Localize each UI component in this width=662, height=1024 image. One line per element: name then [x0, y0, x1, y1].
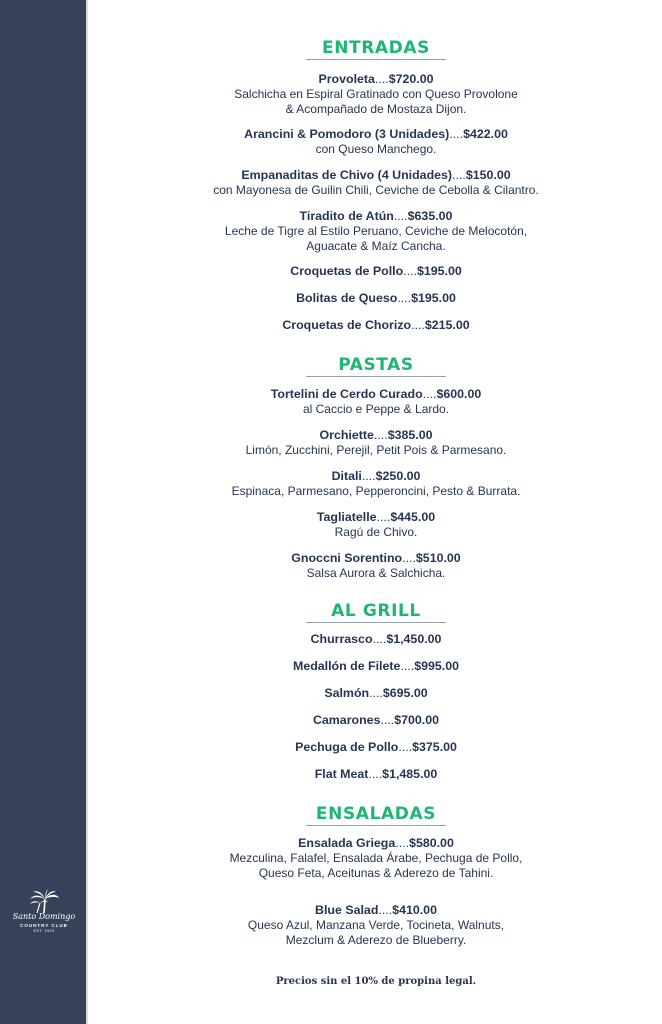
- dish-price: $635.00: [407, 209, 453, 223]
- dish-name: Croquetas de Pollo: [290, 264, 404, 278]
- dish-name: Camarones: [312, 713, 381, 727]
- price-leader: ....: [369, 686, 383, 700]
- dish-name: Ditali: [331, 469, 362, 483]
- dish-description: Mezclum & Aderezo de Blueberry.: [285, 933, 467, 947]
- menu-item-line: [90, 902, 662, 918]
- menu-item: [90, 263, 662, 279]
- dish-price: $215.00: [424, 318, 470, 332]
- menu-item: [90, 126, 662, 157]
- price-leader: ....: [449, 127, 464, 141]
- club-logo: [2, 888, 86, 933]
- menu-item-line: [90, 739, 662, 755]
- menu-item: [90, 509, 662, 540]
- palm-tree-icon: [24, 888, 64, 914]
- dish-price: $195.00: [416, 264, 462, 278]
- menu-item: [90, 739, 662, 755]
- dish-price: $995.00: [414, 659, 459, 673]
- logo-script: Santo Domingo: [12, 912, 76, 921]
- dish-price: $580.00: [409, 836, 454, 850]
- dish-price: $250.00: [375, 469, 421, 483]
- menu-item: [90, 167, 662, 198]
- dish-name: Blue Salad: [315, 903, 379, 917]
- menu-item: [90, 685, 662, 701]
- logo-established: EST. 1920: [33, 929, 55, 933]
- dish-price: $695.00: [382, 686, 428, 700]
- menu-item: [90, 766, 662, 782]
- menu-item: [90, 902, 662, 948]
- dish-price: $410.00: [392, 903, 437, 917]
- section-title: AL GRILL: [331, 601, 421, 621]
- dish-name: Tagliatelle: [316, 510, 377, 524]
- menu-item: [90, 550, 662, 581]
- dish-price: $1,450.00: [386, 632, 442, 646]
- price-leader: ....: [397, 291, 412, 305]
- dish-description: al Caccio e Peppe & Lardo.: [302, 402, 450, 416]
- menu-item-line: [90, 468, 662, 484]
- dish-name: Tiradito de Atún: [299, 209, 394, 223]
- dish-name: Bolitas de Queso: [296, 291, 398, 305]
- price-leader: ....: [373, 428, 388, 442]
- dish-price: $600.00: [436, 387, 482, 401]
- dish-price: $510.00: [415, 551, 461, 565]
- price-leader: ....: [402, 551, 416, 565]
- dish-description: Mezculina, Falafel, Ensalada Árabe, Pechuga de Pollo,: [229, 851, 523, 865]
- menu-item: [90, 208, 662, 254]
- price-leader: ....: [374, 72, 389, 86]
- dish-name: Ensalada Griega: [298, 836, 396, 850]
- menu-item-line: [90, 208, 662, 224]
- menu-item-line: [90, 126, 662, 142]
- menu-item: [90, 427, 662, 458]
- dish-price: $195.00: [411, 291, 456, 305]
- section-divider: [306, 59, 446, 60]
- dish-description: Queso Feta, Aceitunas & Aderezo de Tahini.: [258, 866, 494, 880]
- menu-item-line: [90, 631, 662, 647]
- menu-item-line: [90, 550, 662, 566]
- price-leader: ....: [411, 318, 425, 332]
- menu-item-line: [90, 317, 662, 333]
- dish-description: Espinaca, Parmesano, Pepperoncini, Pesto & Burrata.: [231, 484, 521, 498]
- dish-description: Queso Azul, Manzana Verde, Tocineta, Walnuts,: [247, 918, 505, 932]
- dish-price: $720.00: [388, 72, 434, 86]
- price-leader: ....: [361, 469, 376, 483]
- menu-item: [90, 71, 662, 117]
- dish-description: & Acompañado de Mostaza Dijon.: [285, 102, 467, 116]
- section-title: ENSALADAS: [315, 804, 437, 824]
- menu-item-line: [90, 712, 662, 728]
- dish-name: Provoleta: [318, 72, 375, 86]
- price-leader: ....: [452, 168, 466, 182]
- menu-item-line: [90, 263, 662, 279]
- menu-item: [90, 631, 662, 647]
- menu-item-line: [90, 685, 662, 701]
- dish-description: Aguacate & Maíz Cancha.: [306, 239, 446, 253]
- price-leader: ....: [422, 387, 437, 401]
- dish-price: $700.00: [394, 713, 440, 727]
- menu-item-line: [90, 509, 662, 525]
- dish-description: Salsa Aurora & Salchicha.: [306, 566, 446, 580]
- dish-name: Croquetas de Chorizo: [282, 318, 412, 332]
- menu-item: [90, 386, 662, 417]
- menu-item: [90, 290, 662, 306]
- menu-item-line: [90, 167, 662, 183]
- price-leader: ....: [368, 767, 383, 781]
- dish-description: Salchicha en Espiral Gratinado con Queso Provolone: [234, 87, 518, 101]
- dish-price: $150.00: [465, 168, 511, 182]
- dish-name: Tortelini de Cerdo Curado: [270, 387, 423, 401]
- dish-name: Flat Meat: [314, 767, 369, 781]
- dish-price: $385.00: [387, 428, 433, 442]
- price-leader: ....: [398, 740, 413, 754]
- section-heading: [90, 355, 662, 377]
- dish-name: Medallón de Filete: [293, 659, 401, 673]
- dish-name: Orchiette: [319, 428, 374, 442]
- dish-name: Salmón: [324, 686, 370, 700]
- price-leader: ....: [400, 659, 415, 673]
- menu-item-line: [90, 658, 662, 674]
- menu-item: [90, 468, 662, 499]
- section-divider: [306, 376, 446, 377]
- dish-description: Ragú de Chivo.: [334, 525, 418, 539]
- menu-item: [90, 658, 662, 674]
- dish-name: Empanaditas de Chivo (4 Unidades): [241, 168, 453, 182]
- section-heading: [90, 601, 662, 623]
- menu-content: [90, 0, 662, 1024]
- logo-subtitle: COUNTRY CLUB: [20, 923, 68, 928]
- menu-item-line: [90, 71, 662, 87]
- dish-description: Limón, Zucchini, Perejil, Petit Pois & Parmesano.: [245, 443, 507, 457]
- price-leader: ....: [372, 632, 387, 646]
- dish-name: Pechuga de Pollo: [295, 740, 399, 754]
- price-leader: ....: [395, 836, 410, 850]
- dish-price: $1,485.00: [382, 767, 438, 781]
- price-leader: ....: [403, 264, 417, 278]
- dish-name: Churrasco: [310, 632, 373, 646]
- dish-name: Gnoccni Sorentino: [291, 551, 403, 565]
- menu-item-line: [90, 386, 662, 402]
- section-divider: [306, 622, 446, 623]
- section-heading: [90, 38, 662, 60]
- dish-price: $445.00: [390, 510, 436, 524]
- dish-description: con Mayonesa de Guilin Chili, Ceviche de Cebolla & Cilantro.: [213, 183, 539, 197]
- dish-price: $422.00: [463, 127, 508, 141]
- section-heading: [90, 804, 662, 826]
- menu-item-line: [90, 766, 662, 782]
- section-title: PASTAS: [338, 355, 414, 375]
- menu-item: [90, 712, 662, 728]
- dish-price: $375.00: [412, 740, 457, 754]
- menu-item-line: [90, 835, 662, 851]
- dish-description: Leche de Tigre al Estilo Peruano, Ceviche de Melocotón,: [224, 224, 528, 238]
- menu-item: [90, 317, 662, 333]
- price-leader: ....: [376, 510, 391, 524]
- price-leader: ....: [393, 209, 408, 223]
- section-divider: [306, 825, 446, 826]
- price-leader: ....: [378, 903, 393, 917]
- tip-footnote: Precios sin el 10% de propina legal.: [275, 976, 477, 987]
- price-leader: ....: [380, 713, 395, 727]
- menu-item: [90, 835, 662, 881]
- menu-item-line: [90, 427, 662, 443]
- dish-name: Arancini & Pomodoro (3 Unidades): [244, 127, 450, 141]
- dish-description: con Queso Manchego.: [315, 142, 437, 156]
- menu-item-line: [90, 290, 662, 306]
- sidebar-band: [0, 0, 88, 1024]
- section-title: ENTRADAS: [322, 38, 430, 58]
